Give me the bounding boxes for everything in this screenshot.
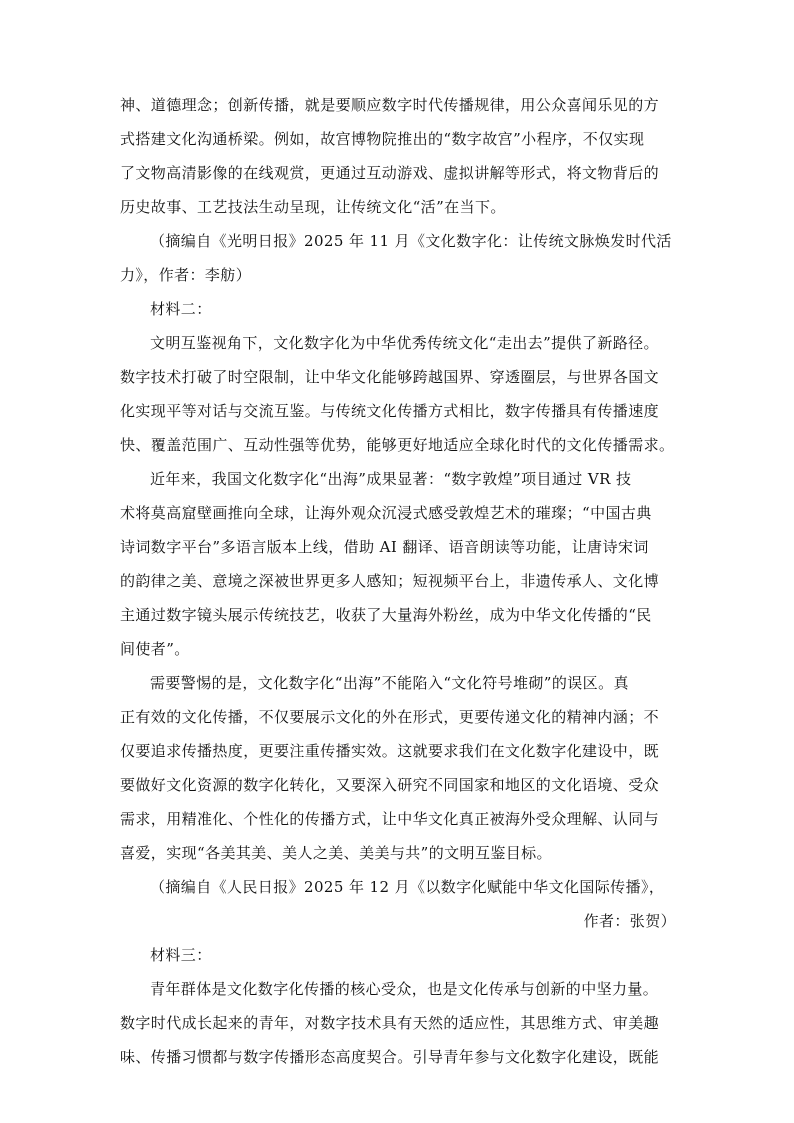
text-line: 化实现平等对话与交流互鉴。与传统文化传播方式相比，数字传播具有传播速度 — [120, 402, 660, 420]
text-line: 正有效的文化传播，不仅要展示文化的外在形式，更要传递文化的精神内涵；不 — [120, 708, 660, 726]
text-line: 数字时代成长起来的青年，对数字技术具有天然的适应性，其思维方式、审美趣 — [120, 1014, 660, 1032]
text-line: 需要警惕的是，文化数字化“出海”不能陷入“文化符号堆砌”的误区。真 — [150, 674, 629, 692]
source-citation-1-cont: 力》，作者：李舫） — [120, 266, 252, 284]
text-line: 诗词数字平台”多语言版本上线，借助 AI 翻译、语音朗读等功能，让唐诗宋词 — [120, 538, 649, 556]
text-line: 主通过数字镜头展示传统技艺，收获了大量海外粉丝，成为中华文化传播的“民 — [120, 606, 652, 624]
text-line: 味、传播习惯都与数字传播形态高度契合。引导青年参与文化数字化建设，既能 — [120, 1048, 660, 1066]
text-line: 快、覆盖范围广、互动性强等优势，能够更好地适应全球化时代的文化传播需求。 — [120, 436, 675, 454]
text-line: 需求，用精准化、个性化的传播方式，让中华文化真正被海外受众理解、认同与 — [120, 810, 660, 828]
text-line: 了文物高清影像的在线观赏，更通过互动游戏、虚拟讲解等形式，将文物背后的 — [120, 164, 660, 182]
section-heading-material-2: 材料二： — [150, 300, 212, 318]
text-line: 文明互鉴视角下，文化数字化为中华优秀传统文化“走出去”提供了新路径。 — [150, 334, 659, 352]
text-line: 近年来，我国文化数字化“出海”成果显著：“数字敦煌”项目通过 VR 技 — [150, 470, 632, 488]
text-line: 数字技术打破了时空限制，让中华文化能够跨越国界、穿透圈层，与世界各国文 — [120, 368, 660, 386]
text-line: 历史故事、工艺技法生动呈现，让传统文化“活”在当下。 — [120, 198, 506, 216]
text-line: 青年群体是文化数字化传播的核心受众，也是文化传承与创新的中坚力量。 — [150, 980, 659, 998]
text-line: 神、道德理念；创新传播，就是要顺应数字时代传播规律，用公众喜闻乐见的方 — [120, 96, 660, 114]
text-line: 间使者”。 — [120, 640, 190, 658]
text-line: 要做好文化资源的数字化转化，又要深入研究不同国家和地区的文化语境、受众 — [120, 776, 660, 794]
text-line: 术将莫高窟壁画推向全球，让海外观众沉浸式感受敦煌艺术的璀璨；“中国古典 — [120, 504, 652, 522]
source-citation-2-author: 作者：张贺） — [583, 912, 676, 930]
text-line: 仅要追求传播热度，更要注重传播实效。这就要求我们在文化数字化建设中，既 — [120, 742, 660, 760]
text-line: 喜爱，实现“各美其美、美人之美、美美与共”的文明互鉴目标。 — [120, 844, 552, 862]
source-citation-1: （摘编自《光明日报》2025 年 11 月《文化数字化：让传统文脉焕发时代活 — [150, 232, 672, 250]
source-citation-2: （摘编自《人民日报》2025 年 12 月《以数字化赋能中华文化国际传播》， — [150, 878, 665, 896]
text-line: 式搭建文化沟通桥梁。例如，故宫博物院推出的“数字故宫”小程序，不仅实现 — [120, 130, 645, 148]
document-page — [120, 88, 676, 1074]
text-line: 的韵律之美、意境之深被世界更多人感知；短视频平台上，非遗传承人、文化博 — [120, 572, 660, 590]
section-heading-material-3: 材料三： — [150, 946, 212, 964]
